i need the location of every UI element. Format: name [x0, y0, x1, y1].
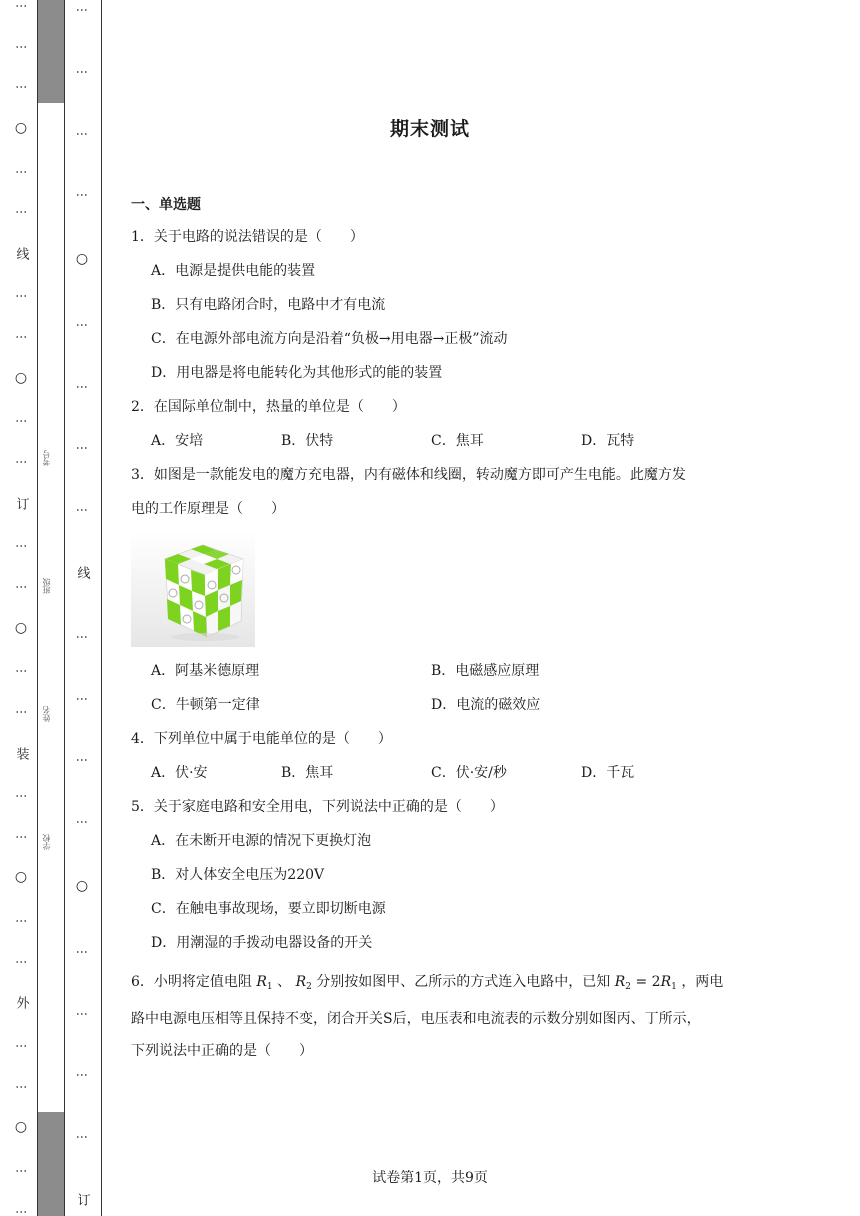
question-3-stem-line2: 电的工作原理是（ ）: [131, 501, 285, 517]
section-heading: 一、单选题: [131, 197, 201, 213]
circle-mark: ○: [75, 877, 89, 894]
dotted-line: ⋮: [75, 442, 89, 453]
dotted-line: ⋮: [14, 580, 29, 591]
question-1-option-d: D．用电器是将电能转化为其他形式的能的装置: [151, 365, 443, 381]
binding-margin-inner: [70, 0, 94, 1216]
dotted-line: ⋮: [75, 127, 89, 138]
dotted-line: ⋮: [14, 456, 29, 467]
circle-mark: ○: [75, 251, 89, 268]
resistor-r2-symbol: $R_2$: [295, 974, 312, 992]
dotted-line: ⋮: [14, 540, 29, 551]
dotted-line: ⋮: [75, 816, 89, 827]
question-5-option-c: C．在触电事故现场，要立即切断电源: [151, 901, 386, 917]
dotted-line: ⋮: [14, 705, 29, 716]
circle-mark: ○: [14, 1119, 28, 1136]
question-1-stem: 1．关于电路的说法错误的是（ ）: [131, 229, 364, 245]
dotted-line: ⋮: [75, 630, 89, 641]
dotted-line: ⋮: [75, 318, 89, 329]
dotted-line: ⋮: [14, 415, 29, 426]
dotted-line: ⋮: [75, 945, 89, 956]
page-title: 期末测试: [389, 118, 470, 140]
dotted-line: ⋮: [14, 206, 29, 217]
strip-label: 班级: [42, 578, 51, 594]
question-6-stem-line2: 路中电源电压相等且保持不变，闭合开关S后，电压表和电流表的示数分别如图丙、丁所示，: [131, 1011, 701, 1027]
resistor-r1-symbol: $R_1$: [256, 974, 273, 992]
circle-mark: ○: [14, 119, 28, 136]
question-1-option-a: A．电源是提供电能的装置: [151, 263, 316, 279]
strip-label: 考号: [42, 450, 51, 466]
dotted-line: ⋮: [14, 81, 29, 92]
question-3-option-c: C．牛顿第一定律: [151, 697, 260, 713]
question-5-option-b: B．对人体安全电压为220V: [151, 867, 325, 883]
binding-char-ding: 订: [13, 496, 29, 510]
question-5-option-a: A．在未断开电源的情况下更换灯泡: [151, 833, 372, 849]
dotted-line: ⋮: [14, 830, 29, 841]
dotted-line: ⋮: [75, 380, 89, 391]
dotted-line: ⋮: [75, 1007, 89, 1018]
binding-char-xian: 线: [74, 566, 90, 580]
question-2-option-a: A．安培: [151, 433, 204, 449]
dotted-line: ⋮: [14, 1080, 29, 1091]
dotted-line: ⋮: [14, 1205, 29, 1216]
question-6-text: ，两电: [681, 974, 724, 990]
question-3-option-d: D．电流的磁效应: [431, 697, 541, 713]
margin-rule: [101, 0, 102, 1216]
exam-content: [131, 195, 741, 1072]
question-2-option-d: D．瓦特: [581, 433, 635, 449]
question-3-option-a: A．阿基米德原理: [151, 663, 260, 679]
strip-gray-block-bottom: [38, 1112, 64, 1216]
dotted-line: ⋮: [14, 665, 29, 676]
strip-gray-block-top: [38, 0, 64, 103]
question-4-options: [151, 761, 741, 785]
strip-label: 学校: [42, 834, 51, 850]
question-3-options-row2: [151, 693, 741, 717]
question-2-option-b: B．伏特: [281, 433, 334, 449]
question-2-options: [151, 429, 741, 453]
dotted-line: ⋮: [14, 955, 29, 966]
question-6-text: 、: [277, 974, 292, 990]
question-6-text: 6．小明将定值电阻: [131, 974, 252, 990]
binding-margin-outer: [8, 0, 34, 1216]
question-4-option-c: C．伏·安/秒: [431, 765, 507, 781]
dotted-line: ⋮: [75, 504, 89, 515]
binding-char-ding: 订: [74, 1192, 90, 1206]
question-4-stem: 4．下列单位中属于电能单位的是（ ）: [131, 731, 392, 747]
student-info-strip: [37, 0, 65, 1216]
question-6-text: 分别按如图甲、乙所示的方式连入电路中，已知: [316, 974, 611, 990]
resistance-relation-formula: $R_2 = 2R_1$: [614, 974, 677, 992]
question-6-stem-line3: 下列说法中正确的是（ ）: [131, 1043, 313, 1059]
dotted-line: ⋮: [14, 40, 29, 51]
circle-mark: ○: [14, 619, 28, 636]
question-1-option-c: C．在电源外部电流方向是沿着“负极→用电器→正极”流动: [151, 331, 508, 347]
dotted-line: ⋮: [14, 1164, 29, 1175]
circle-mark: ○: [14, 369, 28, 386]
dotted-line: ⋮: [75, 1131, 89, 1142]
dotted-line: ⋮: [14, 0, 29, 10]
question-4-option-d: D．千瓦: [581, 765, 635, 781]
question-3-options-row1: [151, 659, 741, 683]
strip-label: 姓名: [42, 706, 51, 722]
question-3-option-b: B．电磁感应原理: [431, 663, 540, 679]
question-2-stem: 2．在国际单位制中，热量的单位是（ ）: [131, 399, 406, 415]
dotted-line: ⋮: [14, 331, 29, 342]
dotted-line: ⋮: [75, 65, 89, 76]
magic-cube-charger-image: [131, 531, 255, 647]
dotted-line: ⋮: [75, 754, 89, 765]
page-footer: 试卷第1页，共9页: [372, 1170, 488, 1186]
dotted-line: ⋮: [14, 1040, 29, 1051]
circle-mark: ○: [14, 869, 28, 886]
dotted-line: ⋮: [75, 1069, 89, 1080]
dotted-line: ⋮: [14, 165, 29, 176]
question-5-option-d: D．用潮湿的手拨动电器设备的开关: [151, 935, 373, 951]
question-4-option-a: A．伏·安: [151, 765, 208, 781]
dotted-line: ⋮: [14, 915, 29, 926]
dotted-line: ⋮: [14, 790, 29, 801]
question-6-stem-line1: [131, 965, 741, 1004]
dotted-line: ⋮: [14, 290, 29, 301]
question-3-stem-line1: 3．如图是一款能发电的魔方充电器，内有磁体和线圈，转动魔方即可产生电能。此魔方发: [131, 467, 686, 483]
question-1-option-b: B．只有电路闭合时，电路中才有电流: [151, 297, 386, 313]
question-5-stem: 5．关于家庭电路和安全用电，下列说法中正确的是（ ）: [131, 799, 504, 815]
dotted-line: ⋮: [75, 692, 89, 703]
binding-char-xian: 线: [13, 246, 29, 260]
binding-char-wai: 外: [13, 996, 29, 1010]
question-4-option-b: B．焦耳: [281, 765, 334, 781]
dotted-line: ⋮: [75, 189, 89, 200]
question-2-option-c: C．焦耳: [431, 433, 484, 449]
binding-char-zhuang: 装: [13, 746, 29, 760]
dotted-line: ⋮: [75, 4, 89, 14]
